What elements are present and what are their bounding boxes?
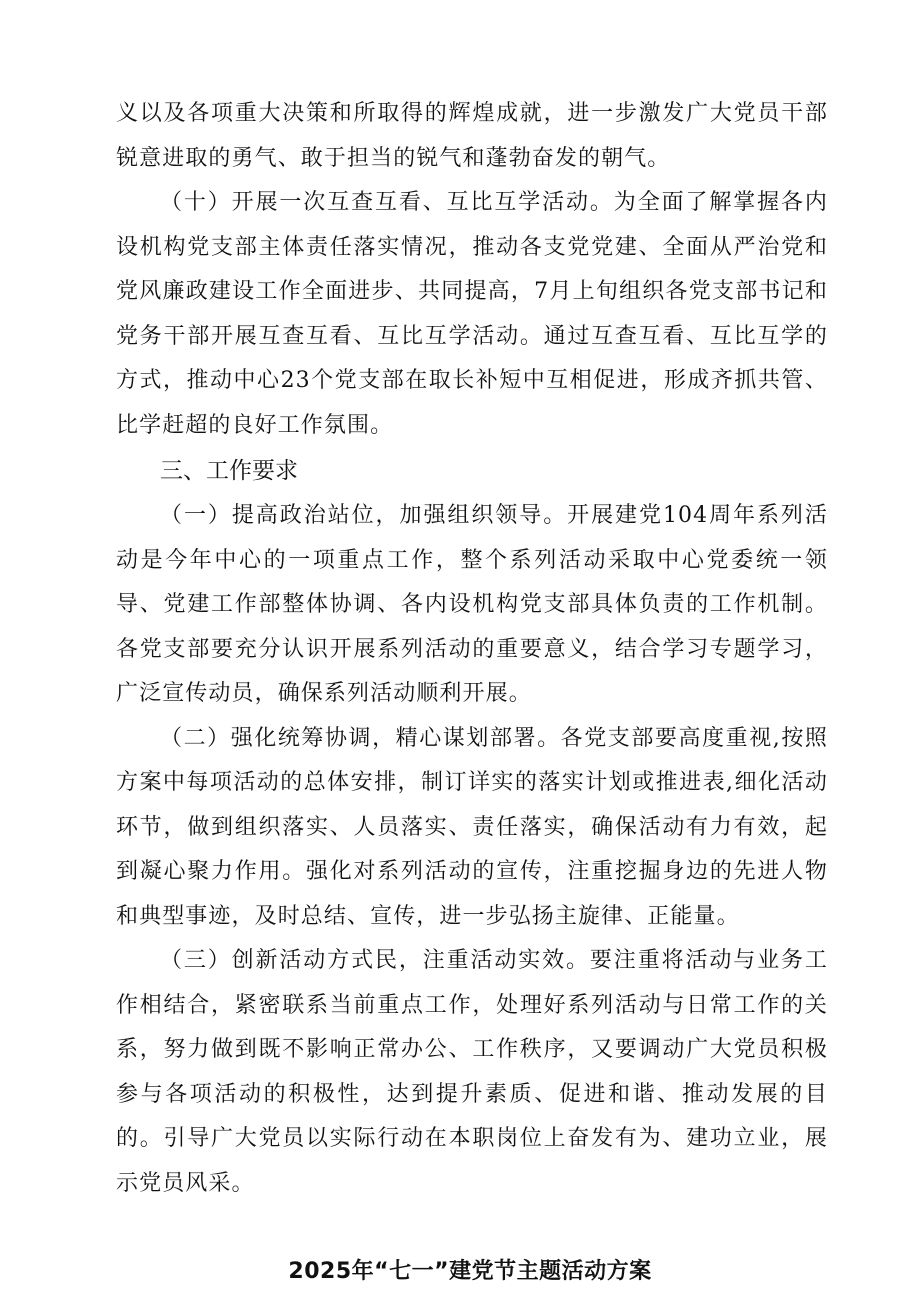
next-document-title: 2025年“七一”建党节主题活动方案 [288,1259,652,1284]
paragraph-requirement-3: （三）创新活动方式民，注重活动实效。要注重将活动与业务工作相结合，紧密联系当前重点工作，处理好系列活动与日常工作的关系，努力做到既不影响正常办公、工作秩序，又要调动广大党员积极参与各项活动的积极性，达到提升素质、促进和谐、推动发展的目的。引导广大党员以实际行动在本职岗位上奋发有为、建功立业，展示党员风采。 [116,948,828,1196]
paragraph-continuation: 义以及各项重大决策和所取得的辉煌成就，进一步激发广大党员干部锐意进取的勇气、敢于担当的锐气和蓬勃奋发的朝气。 [116,101,828,171]
paragraph-requirement-2: （二）强化统筹协调，精心谋划部署。各党支部要高度重视,按照方案中每项活动的总体安排，制订详实的落实计划或推进表,细化活动环节，做到组织落实、人员落实、责任落实，确保活动有力有效，起到凝心聚力作用。强化对系列活动的宣传，注重挖掘身边的先进人物和典型事迹，及时总结、宣传，进一步弘扬主旋律、正能量。 [116,725,828,929]
spacer [116,1206,828,1250]
paragraph-item-10: （十）开展一次互查互看、互比互学活动。为全面了解掌握各内设机构党支部主体责任落实情况，推动各支党党建、全面从严治党和党风廉政建设工作全面进步、共同提高，7月上旬组织各党支部书记和党务干部开展互查互看、互比互学活动。通过互查互看、互比互学的方式，推动中心23个党支部在取长补短中互相促进，形成齐抓共管、比学赶超的良好工作氛围。 [116,190,828,438]
paragraph-requirement-1: （一）提高政治站位，加强组织领导。开展建党104周年系列活动是今年中心的一项重点工作，整个系列活动采取中心党委统一领导、党建工作部整体协调、各内设机构党支部具体负责的工作机制。各党支部要充分认识开展系列活动的重要意义，结合学习专题学习，广泛宣传动员，确保系列活动顺利开展。 [116,503,828,706]
section-heading-requirements: 三、工作要求 [160,458,298,484]
